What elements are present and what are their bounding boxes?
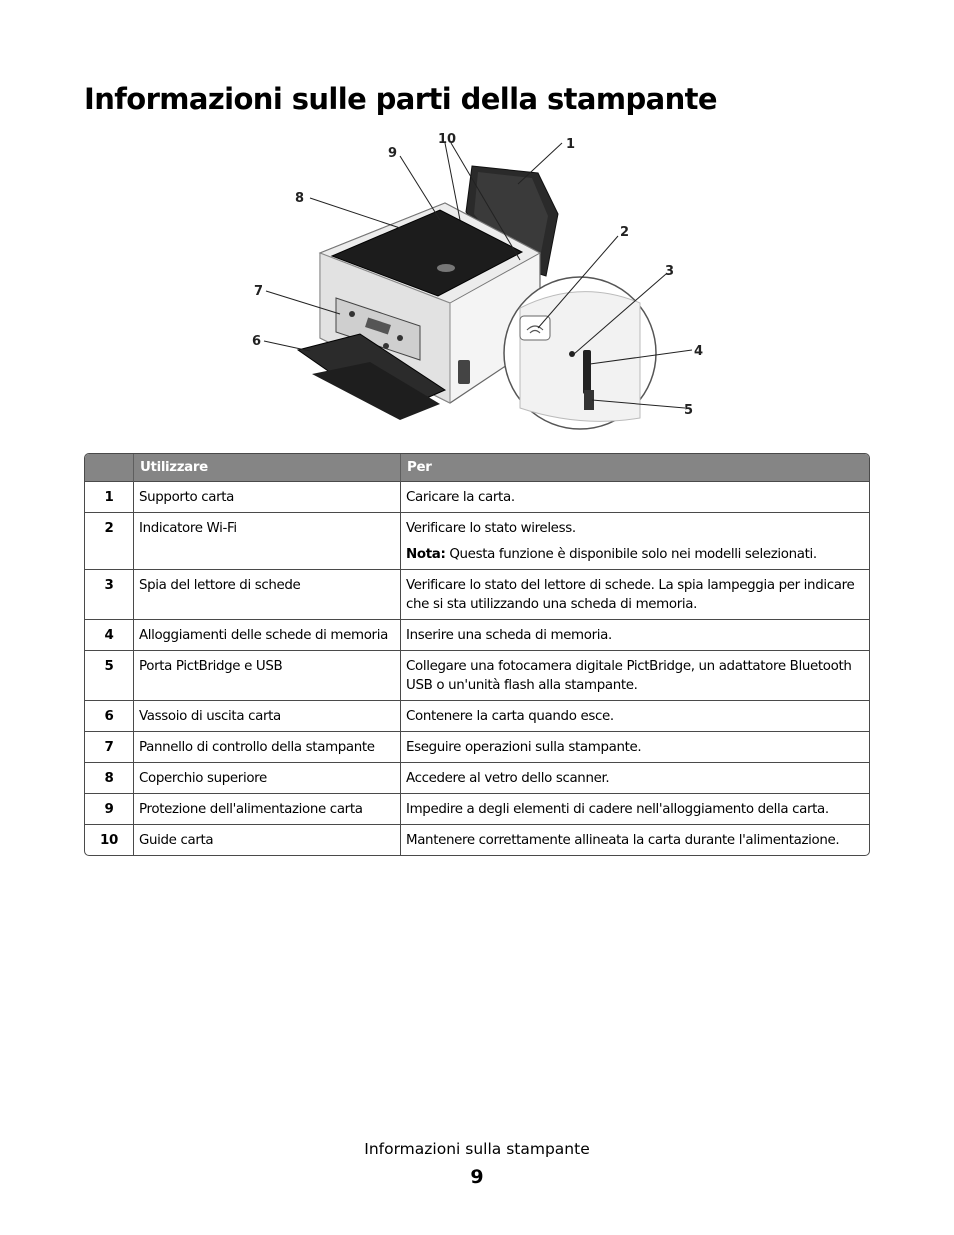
row-use: Guide carta [134,825,401,855]
table-row [85,570,869,620]
row-purpose-with-note [401,513,869,570]
row-use: Alloggiamenti delle schede di memoria [134,620,401,651]
callout-9: 9 [388,146,398,161]
row-number: 8 [85,763,134,794]
table-row [85,763,869,794]
callout-2: 2 [620,225,630,240]
row-number: 4 [85,620,134,651]
table-row [85,794,869,825]
row-purpose: Contenere la carta quando esce. [401,701,869,732]
table-row [85,651,869,701]
page-title: Informazioni sulle parti della stampante [84,82,717,116]
row-number: 6 [85,701,134,732]
parts-table [84,453,870,856]
row-purpose: Impedire a degli elementi di cadere nell'alloggiamento della carta. [401,794,869,825]
row-purpose: Caricare la carta. [401,482,869,513]
row-use: Coperchio superiore [134,763,401,794]
callout-4: 4 [694,344,704,359]
row-purpose: Eseguire operazioni sulla stampante. [401,732,869,763]
row-purpose: Verificare lo stato del lettore di schede. La spia lampeggia per indicare che si sta utilizzando una scheda di memoria. [401,570,869,620]
callout-6: 6 [252,334,262,349]
row-use: Protezione dell'alimentazione carta [134,794,401,825]
row-purpose: Inserire una scheda di memoria. [401,620,869,651]
table-row [85,701,869,732]
printer-parts-illustration [240,128,720,433]
row-number: 10 [85,825,134,855]
row-use: Porta PictBridge e USB [134,651,401,701]
table-row [85,620,869,651]
note [406,545,864,564]
callout-8: 8 [295,191,305,206]
header-number [85,454,134,482]
table-row [85,513,869,570]
callout-3: 3 [665,264,675,279]
row-number: 5 [85,651,134,701]
row-purpose: Accedere al vetro dello scanner. [401,763,869,794]
row-number: 2 [85,513,134,570]
row-purpose: Collegare una fotocamera digitale PictBridge, un adattatore Bluetooth USB o un'unità flash alla stampante. [401,651,869,701]
callout-10: 10 [438,132,457,147]
callout-5: 5 [684,403,694,418]
row-number: 9 [85,794,134,825]
footer-section-title: Informazioni sulla stampante [364,1140,590,1158]
note-text: Questa funzione è disponibile solo nei modelli selezionati. [445,547,817,562]
callout-7: 7 [254,284,264,299]
row-number: 3 [85,570,134,620]
callout-1: 1 [566,137,576,152]
row-use: Supporto carta [134,482,401,513]
printer-illustration-svg [240,128,720,433]
row-use: Pannello di controllo della stampante [134,732,401,763]
row-number: 7 [85,732,134,763]
row-number: 1 [85,482,134,513]
row-purpose: Mantenere correttamente allineata la carta durante l'alimentazione. [406,833,840,848]
row-use: Vassoio di uscita carta [134,701,401,732]
footer-page-number: 9 [470,1166,484,1188]
table-header-row [85,454,869,482]
note-label: Nota: [406,547,446,562]
table-row [85,825,869,855]
row-use: Indicatore Wi-Fi [134,513,401,570]
table-row [85,732,869,763]
table-row [85,482,869,513]
row-purpose: Verificare lo stato wireless. [406,521,576,536]
row-use: Spia del lettore di schede [134,570,401,620]
header-use: Utilizzare [134,454,401,482]
header-purpose: Per [401,454,869,482]
